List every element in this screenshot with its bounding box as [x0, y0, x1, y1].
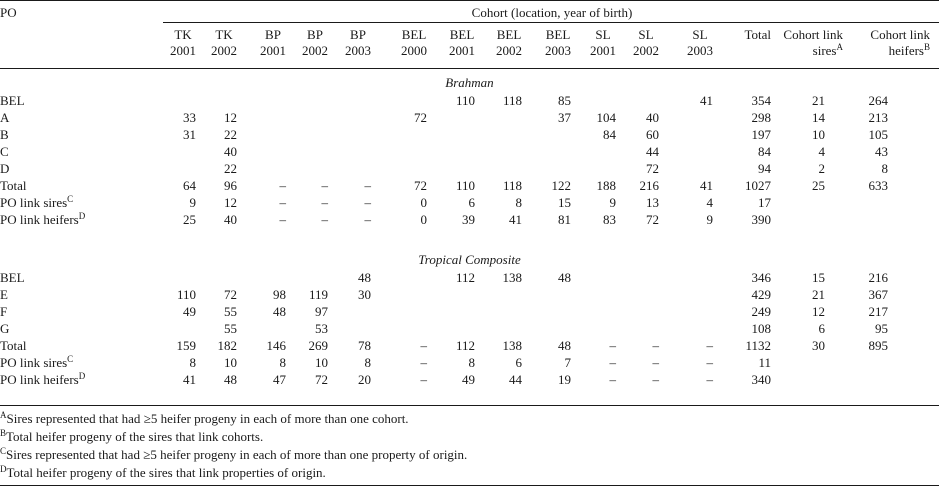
table-cell: 118 — [502, 93, 522, 108]
column-header-year: 2002 — [633, 43, 659, 58]
table-cell: 8 — [468, 355, 475, 370]
table-cell: – — [279, 178, 286, 193]
table-cell: 110 — [455, 178, 475, 193]
table-cell: 85 — [558, 93, 571, 108]
column-header-year: 2001 — [449, 43, 475, 58]
row-label — [0, 372, 160, 387]
row-label — [0, 110, 160, 125]
row-label-text: Total — [0, 178, 27, 193]
table-cell: 33 — [183, 110, 196, 125]
column-header-location: SL — [692, 27, 708, 42]
footnote-marker: B — [0, 428, 7, 438]
row-label-text: D — [0, 161, 10, 176]
row-label — [0, 195, 160, 210]
table-cell: 146 — [266, 338, 286, 353]
table-cell: – — [321, 195, 328, 210]
column-header-location: BP — [307, 27, 323, 42]
table-cell: – — [364, 195, 371, 210]
table-cell: 110 — [455, 93, 475, 108]
section-title: Tropical Composite — [418, 252, 521, 267]
column-header-cohort-link-heifers — [840, 27, 930, 42]
table-cell: 0 — [420, 195, 427, 210]
total-cell: 298 — [751, 110, 771, 125]
row-label — [0, 338, 160, 353]
table-cell: 40 — [646, 110, 659, 125]
table-cell: 37 — [558, 110, 571, 125]
header-text: sires — [812, 43, 837, 58]
table-cell: 83 — [603, 212, 616, 227]
table-cell: 8 — [364, 355, 371, 370]
table-cell: – — [321, 178, 328, 193]
cohort-link-sires-cell: 12 — [812, 304, 825, 319]
table-cell: 25 — [183, 212, 196, 227]
footnote-text: Total heifer progeny of the sires that link cohorts. — [6, 429, 264, 444]
table-cell: 48 — [558, 270, 571, 285]
table-cell: 41 — [509, 212, 522, 227]
table-cell: 30 — [358, 287, 371, 302]
table-cell: 0 — [420, 212, 427, 227]
table-cell: 41 — [700, 178, 713, 193]
column-header-location: BEL — [545, 27, 571, 42]
table-cell: 64 — [183, 178, 196, 193]
column-header-year: 2002 — [496, 43, 522, 58]
total-cell: 11 — [758, 355, 771, 370]
row-label — [0, 161, 160, 176]
total-cell: 340 — [751, 372, 771, 387]
footnote-marker: C — [0, 446, 7, 456]
table-cell: 47 — [273, 372, 286, 387]
table-cell: 98 — [273, 287, 286, 302]
table-cell: – — [609, 338, 616, 353]
column-header-year: 2002 — [211, 43, 237, 58]
table-cell: 10 — [224, 355, 237, 370]
total-cell: 108 — [751, 321, 771, 336]
table-cell: 84 — [603, 127, 616, 142]
header-text: Cohort link — [783, 27, 843, 42]
row-label-text: E — [0, 287, 8, 302]
table-cell: – — [706, 372, 713, 387]
table-cell: 4 — [706, 195, 713, 210]
total-cell: 346 — [751, 270, 771, 285]
table-cell: 110 — [176, 287, 196, 302]
cohort-link-sires-cell: 10 — [812, 127, 825, 142]
cohort-link-sires-cell: 21 — [812, 93, 825, 108]
footnote-symbol: ≥ — [143, 447, 151, 462]
table-cell: 9 — [189, 195, 196, 210]
footnote — [0, 429, 263, 444]
cohort-header-rule — [163, 22, 939, 23]
table-cell: – — [279, 195, 286, 210]
table-cell: 48 — [273, 304, 286, 319]
footnote-marker: A — [0, 410, 7, 420]
cohort-link-heifers-cell: 895 — [868, 338, 888, 353]
total-cell: 390 — [751, 212, 771, 227]
table-cell: 8 — [279, 355, 286, 370]
table-cell: 44 — [646, 144, 659, 159]
footnote-symbol: ≥ — [143, 411, 151, 426]
table-cell: – — [652, 355, 659, 370]
footnote-marker: D — [0, 464, 7, 474]
table-cell: 12 — [224, 195, 237, 210]
table-cell: 8 — [189, 355, 196, 370]
header-text: Cohort link — [870, 27, 930, 42]
table-cell: 48 — [558, 338, 571, 353]
column-header-year: 2003 — [687, 43, 713, 58]
row-label — [0, 93, 160, 108]
cohort-link-sires-cell: 15 — [812, 270, 825, 285]
table-cell: 55 — [224, 304, 237, 319]
table-cell: 60 — [646, 127, 659, 142]
table-cell: 188 — [596, 178, 616, 193]
column-header-location: BP — [265, 27, 281, 42]
table-cell: 9 — [609, 195, 616, 210]
table-cell: 48 — [224, 372, 237, 387]
table-cell: – — [652, 372, 659, 387]
column-header-year: 2000 — [401, 43, 427, 58]
table-cell: 119 — [308, 287, 328, 302]
table-cell: 22 — [224, 161, 237, 176]
footnote — [0, 465, 326, 480]
total-cell: 1132 — [745, 338, 771, 353]
table-cell: 7 — [564, 355, 571, 370]
footnote-text: 5 heifer progeny in each of more than one cohort. — [150, 411, 409, 426]
table-cell: 40 — [224, 212, 237, 227]
cohort-link-sires-cell: 25 — [812, 178, 825, 193]
column-header-year: 2001 — [260, 43, 286, 58]
column-header-location: SL — [595, 27, 611, 42]
table-cell: 112 — [455, 338, 475, 353]
total-cell: 94 — [758, 161, 771, 176]
cohort-link-sires-cell: 30 — [812, 338, 825, 353]
cohort-link-heifers-cell: 264 — [868, 93, 888, 108]
table-cell: 40 — [224, 144, 237, 159]
footnote-marker: D — [78, 371, 86, 381]
total-cell: 429 — [751, 287, 771, 302]
footnote-text: Sires represented that had — [6, 411, 144, 426]
cohort-link-sires-cell: 21 — [812, 287, 825, 302]
table-cell: 22 — [224, 127, 237, 142]
footnote — [0, 447, 467, 462]
table-cell: 10 — [315, 355, 328, 370]
section-title: Brahman — [445, 75, 494, 90]
table-cell: 72 — [646, 161, 659, 176]
table-cell: – — [652, 338, 659, 353]
cohort-link-heifers-cell: 217 — [868, 304, 888, 319]
row-label — [0, 304, 160, 319]
column-header-total: Total — [744, 27, 771, 42]
footnote-text: Total heifer progeny of the sires that link properties of origin. — [6, 465, 326, 480]
total-cell: 84 — [758, 144, 771, 159]
table-cell: 15 — [558, 195, 571, 210]
table-rule — [0, 0, 939, 1]
table-cell: 118 — [502, 178, 522, 193]
column-header-cohort-link-sires — [753, 27, 843, 42]
cohort-link-sires-cell: 4 — [818, 144, 825, 159]
table-cell: – — [420, 372, 427, 387]
total-cell: 354 — [751, 93, 771, 108]
table-cell: – — [279, 212, 286, 227]
footnote — [0, 411, 409, 426]
footnote-marker: C — [67, 354, 74, 364]
table-cell: 12 — [224, 110, 237, 125]
table-cell: 269 — [308, 338, 328, 353]
table-cell: 6 — [468, 195, 475, 210]
table-cell: 39 — [462, 212, 475, 227]
row-label-text: BEL — [0, 93, 25, 108]
column-header-cohort-link-sires-line2 — [753, 43, 843, 58]
row-label-text: F — [0, 304, 8, 319]
table-cell: – — [321, 212, 328, 227]
row-label — [0, 321, 160, 336]
row-label-text: PO link sires — [0, 355, 68, 370]
table-cell: 44 — [509, 372, 522, 387]
footnote-marker: B — [923, 42, 930, 52]
column-header-year: 2001 — [170, 43, 196, 58]
row-label — [0, 144, 160, 159]
table-cell: 49 — [183, 304, 196, 319]
table-cell: – — [420, 355, 427, 370]
column-header-location: TK — [215, 27, 233, 42]
cohort-link-sires-cell: 14 — [812, 110, 825, 125]
footnote-marker: A — [836, 42, 843, 52]
table-cell: 41 — [700, 93, 713, 108]
table-cell: 31 — [183, 127, 196, 142]
table-cell: 53 — [315, 321, 328, 336]
footnote-marker: C — [67, 194, 74, 204]
table-cell: 19 — [558, 372, 571, 387]
total-cell: 17 — [758, 195, 771, 210]
table-cell: 97 — [315, 304, 328, 319]
cohort-link-heifers-cell: 367 — [868, 287, 888, 302]
table-cell: – — [706, 338, 713, 353]
table-cell: 72 — [224, 287, 237, 302]
column-header-year: 2001 — [590, 43, 616, 58]
cohort-link-heifers-cell: 633 — [868, 178, 888, 193]
cohort-link-heifers-cell: 105 — [868, 127, 888, 142]
cohort-header-title: Cohort (location, year of birth) — [471, 5, 633, 20]
cohort-link-heifers-cell: 216 — [868, 270, 888, 285]
table-cell: – — [609, 372, 616, 387]
table-cell: 6 — [515, 355, 522, 370]
table-cell: 20 — [358, 372, 371, 387]
footnote-marker: D — [78, 211, 86, 221]
table-cell: 49 — [462, 372, 475, 387]
total-cell: 1027 — [745, 178, 771, 193]
table-cell: 216 — [639, 178, 659, 193]
table-cell: 159 — [176, 338, 196, 353]
row-label — [0, 127, 160, 142]
column-header-location: BEL — [496, 27, 522, 42]
table-cell: – — [706, 355, 713, 370]
table-cell: 72 — [646, 212, 659, 227]
table-cell: 72 — [414, 178, 427, 193]
column-header-year: 2003 — [345, 43, 371, 58]
column-header-location: TK — [174, 27, 192, 42]
table-rule — [0, 68, 939, 69]
table-cell: – — [420, 338, 427, 353]
table-cell: 13 — [646, 195, 659, 210]
row-label-text: C — [0, 144, 9, 159]
cohort-link-heifers-cell: 95 — [875, 321, 888, 336]
table-cell: 55 — [224, 321, 237, 336]
column-header-cohort-link-heifers-line2 — [840, 43, 930, 58]
column-header-location: BEL — [449, 27, 475, 42]
column-header-year: 2003 — [545, 43, 571, 58]
table-cell: 9 — [706, 212, 713, 227]
row-label-text: PO link heifers — [0, 212, 79, 227]
column-header-location: BEL — [401, 27, 427, 42]
row-label — [0, 178, 160, 193]
row-label-text: B — [0, 127, 9, 142]
row-label-text: A — [0, 110, 10, 125]
table-cell: 138 — [502, 338, 522, 353]
table-cell: 96 — [224, 178, 237, 193]
table-cell: 81 — [558, 212, 571, 227]
table-cell: 122 — [551, 178, 571, 193]
cohort-link-heifers-cell: 8 — [881, 161, 888, 176]
row-label-text: BEL — [0, 270, 25, 285]
row-label-text: Total — [0, 338, 27, 353]
table-cell: 72 — [414, 110, 427, 125]
cohort-link-sires-cell: 2 — [818, 161, 825, 176]
row-label — [0, 355, 160, 370]
column-header-location: BP — [350, 27, 366, 42]
cohort-link-heifers-cell: 213 — [868, 110, 888, 125]
table-cell: 138 — [502, 270, 522, 285]
table-cell: 182 — [217, 338, 237, 353]
table-cell: 104 — [596, 110, 616, 125]
table-cell: 41 — [183, 372, 196, 387]
cohort-link-sires-cell: 6 — [818, 321, 825, 336]
column-header-location: SL — [638, 27, 654, 42]
table-cell: 78 — [358, 338, 371, 353]
row-label-text: PO link sires — [0, 195, 68, 210]
table-cell: 112 — [455, 270, 475, 285]
table-cell: – — [364, 178, 371, 193]
header-text: heifers — [888, 43, 924, 58]
table-cell: 72 — [315, 372, 328, 387]
footnote-text: 5 heifer progeny in each of more than one property of origin. — [150, 447, 468, 462]
footnote-text: Sires represented that had — [6, 447, 144, 462]
row-label-text: PO link heifers — [0, 372, 79, 387]
row-label — [0, 270, 160, 285]
po-header: PO — [0, 5, 17, 20]
table-cell: – — [364, 212, 371, 227]
table-cell: – — [609, 355, 616, 370]
column-header-year: 2002 — [302, 43, 328, 58]
table-cell: 48 — [358, 270, 371, 285]
row-label — [0, 287, 160, 302]
cohort-link-heifers-cell: 43 — [875, 144, 888, 159]
row-label — [0, 212, 160, 227]
total-cell: 197 — [751, 127, 771, 142]
total-cell: 249 — [751, 304, 771, 319]
table-cell: 8 — [515, 195, 522, 210]
table-rule — [0, 405, 939, 406]
row-label-text: G — [0, 321, 10, 336]
